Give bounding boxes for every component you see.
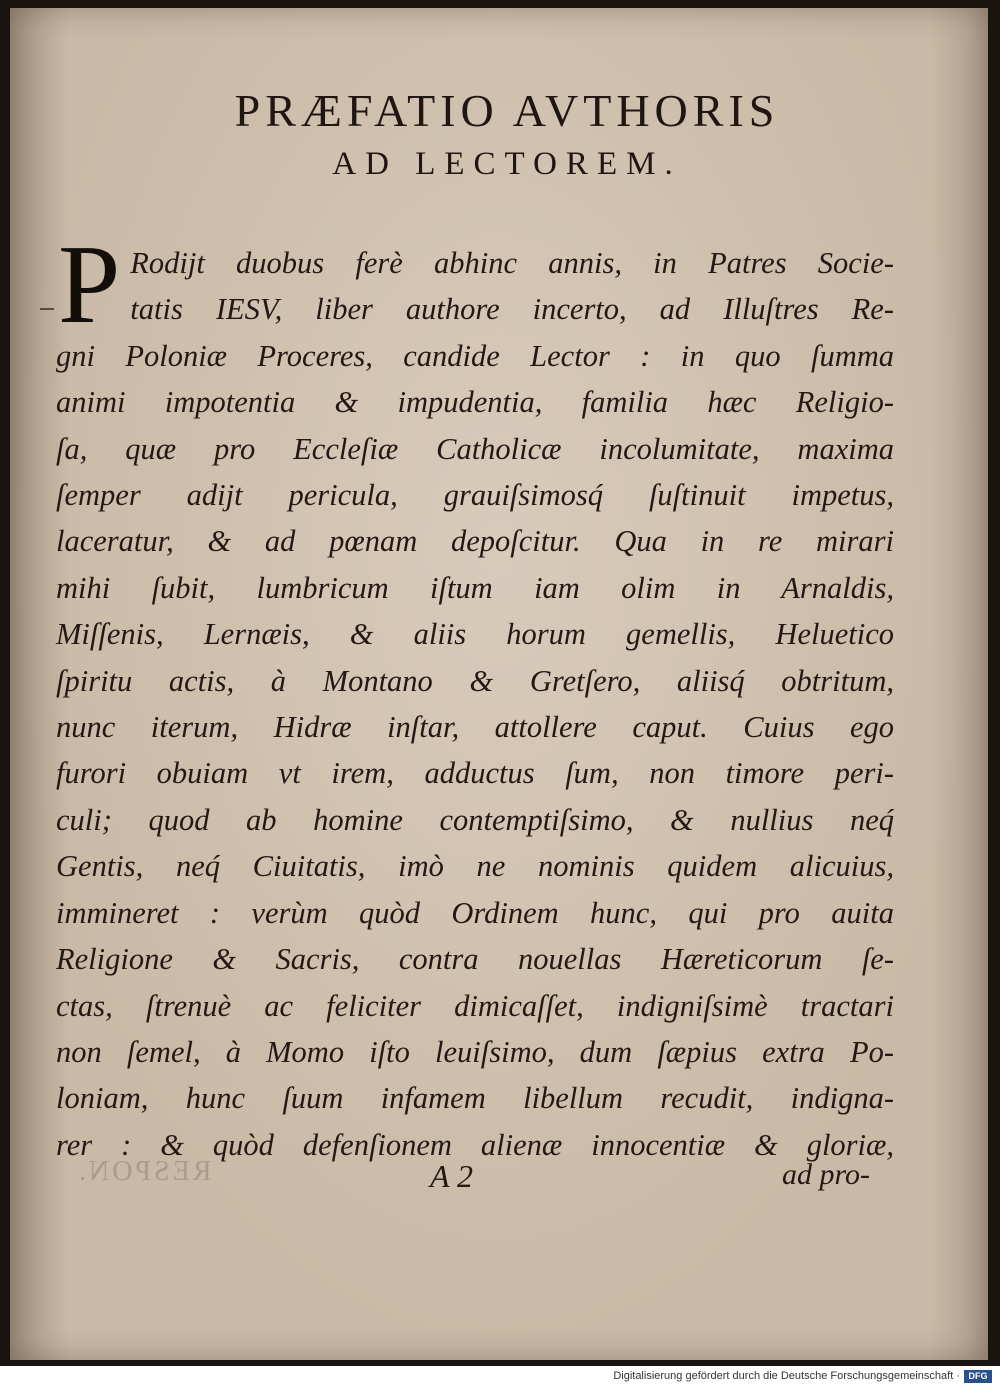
text-line: rer : & quòd defenſionem alienæ innocentiæ & gloriæ, [56,1127,894,1162]
text-line: Religione & Sacris, contra nouellas Hæreticorum ſe- [56,942,894,977]
text-line: tatis IESV, liber authore incerto, ad Illuſtres Re- [130,292,894,327]
text-line: furori obuiam vt irem, adductus ſum, non timore peri- [56,756,894,791]
text-line: loniam, hunc ſuum infamem libellum recudit, indigna- [56,1081,894,1116]
credit-text: Digitalisierung gefördert durch die Deutsche Forschungsgemeinschaft · [613,1370,960,1382]
text-line: gni Poloniæ Proceres, candide Lector : in quo ſumma [56,338,894,373]
text-line: animi impotentia & impudentia, familia hæc Religio- [56,385,894,420]
text-line: ſpiritu actis, à Montano & Gretſero, aliisq́ obtritum, [56,663,894,698]
text-line: ſemper adijt pericula, grauiſsimosq́ ſuſtinuit impetus, [56,478,894,513]
text-line: Miſſenis, Lernæis, & aliis horum gemellis, Heluetico [56,617,894,652]
text-line: non ſemel, à Momo iſto leuiſsimo, dum ſæpius extra Po- [56,1034,894,1069]
text-line: culi; quod ab homine contemptiſsimo, & nullius neq́ [56,802,894,837]
text-line: laceratur, & ad pœnam depoſcitur. Qua in re mirari [56,524,894,559]
page-title: PRÆFATIO AVTHORIS [234,85,780,136]
bleed-through-text: RESPON. [76,1156,212,1187]
page-subtitle: AD LECTOREM. [332,146,682,182]
book-page [10,8,988,1360]
dfg-logo: DFG [964,1370,992,1383]
preface-text [56,223,894,1168]
drop-initial: P [58,223,121,347]
text-line: Gentis, neq́ Ciuitatis, imò ne nominis quidem alicuius, [56,849,894,884]
margin-mark [40,308,54,310]
text-line: nunc iterum, Hidræ inſtar, attollere caput. Cuius ego [56,710,894,745]
text-line: ſa, quæ pro Eccleſiæ Catholicæ incolumitate, maxima [56,431,894,466]
catchword: ad pro- [782,1158,871,1191]
text-line: immineret : verùm quòd Ordinem hunc, qui pro auita [56,895,894,930]
text-line: mihi ſubit, lumbricum iſtum iam olim in Arnaldis, [56,570,894,605]
signature-mark: A 2 [430,1158,473,1194]
text-line: Rodijt duobus ferè abhinc annis, in Patres Socie- [130,246,894,280]
text-line: ctas, ſtrenuè ac feliciter dimicaſſet, indigniſsimè tractari [56,988,894,1023]
credit-bar [0,1366,1000,1389]
